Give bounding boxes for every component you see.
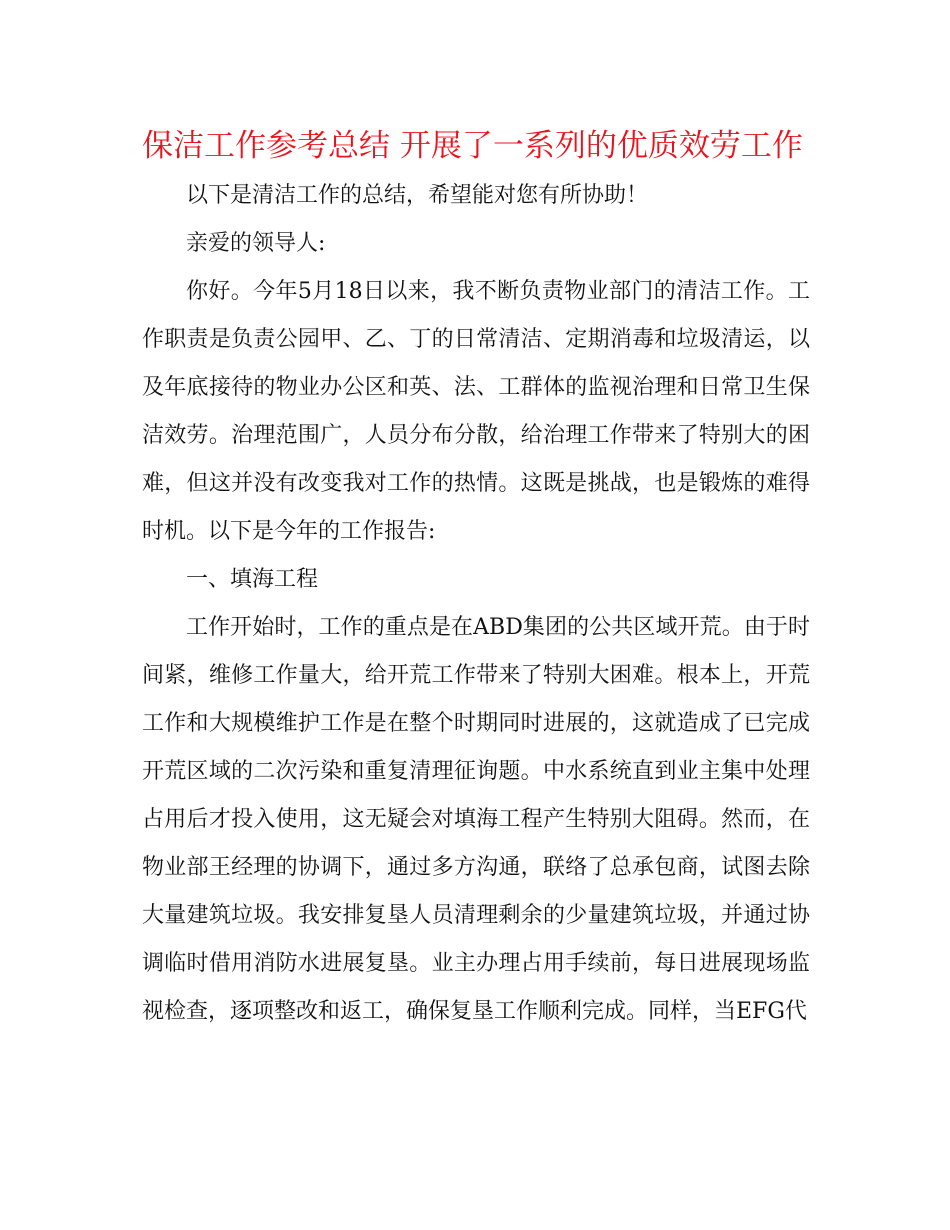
- document-title: 保洁工作参考总结 开展了一系列的优质效劳工作: [142, 128, 803, 164]
- body-paragraph-1: 你好。今年5月18日以来，我不断负责物业部门的清洁工作。工作职责是负责公园甲、乙、丁的日常清洁、定期消毒和垃圾清运，以及年底接待的物业办公区和英、法、工群体的监视治理和日常卫生保洁效劳。治理范围广，人员分布分散，给治理工作带来了特别大的困难，但这并没有改变我对工作的热情。这既是挑战，也是锻炼的难得时机。以下是今年的工作报告:: [142, 279, 810, 544]
- intro-paragraph: 以下是清洁工作的总结，希望能对您有所协助！: [186, 183, 649, 208]
- document-body: [142, 172, 810, 1036]
- salutation: 亲爱的领导人:: [186, 231, 326, 256]
- section-heading: 一、填海工程: [186, 567, 319, 592]
- body-paragraph-2: 工作开始时，工作的重点是在ABD集团的公共区域开荒。由于时间紧，维修工作量大，给开荒工作带来了特别大困难。根本上，开荒工作和大规模维护工作是在整个时期同时进展的，这就造成了已完成开荒区域的二次污染和重复清理征询题。中水系统直到业主集中处理占用后才投入使用，这无疑会对填海工程产生特别大阻碍。然而，在物业部王经理的协调下，通过多方沟通，联络了总承包商，试图去除大量建筑垃圾。我安排复垦人员清理剩余的少量建筑垃圾，并通过协调临时借用消防水进展复垦。业主办理占用手续前，每日进展现场监视检查，逐项整改和返工，确保复垦工作顺利完成。同样，当EFG代: [142, 615, 810, 1024]
